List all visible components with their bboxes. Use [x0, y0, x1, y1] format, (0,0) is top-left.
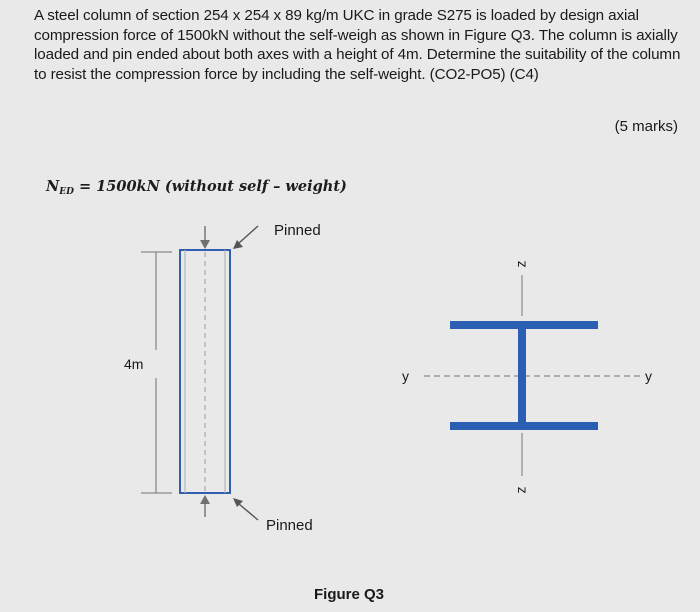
bottom-flange — [450, 422, 598, 430]
bottom-pinned-leader — [233, 498, 258, 520]
bottom-support-label: Pinned — [266, 517, 313, 534]
top-flange — [450, 321, 598, 329]
ukc-cross-section — [424, 275, 640, 476]
axis-z-bottom-label: z — [512, 486, 529, 494]
height-label: 4m — [124, 356, 144, 372]
figure-caption: Figure Q3 — [314, 586, 385, 603]
axis-z-top-label: z — [512, 260, 529, 268]
top-load-arrow — [200, 226, 210, 249]
marks-label: (5 marks) — [614, 118, 678, 135]
column-elevation — [180, 250, 230, 493]
height-dimension — [141, 252, 172, 493]
load-symbol: N — [46, 178, 60, 195]
axis-y-right-label: y — [645, 368, 652, 384]
question-text: A steel column of section 254 x 254 x 89 kg/m UKC in grade S275 is loaded by design axial compression force of 1500kN without the self-weigh as shown in Figure Q3. The column is axially loaded and pin ended about both axes with a height of 4m. Determine the suitability of the column to resist the compression force by including the self-weight. (CO2-PO5) (C4) — [34, 7, 681, 83]
axis-y-left-label: y — [402, 368, 409, 384]
top-pinned-leader — [233, 226, 258, 249]
load-value: = 1500kN (without self – weight) — [73, 178, 347, 195]
web — [518, 329, 526, 424]
bottom-load-arrow — [200, 495, 210, 517]
top-support-label: Pinned — [274, 222, 321, 239]
load-subscript: ED — [59, 187, 74, 197]
